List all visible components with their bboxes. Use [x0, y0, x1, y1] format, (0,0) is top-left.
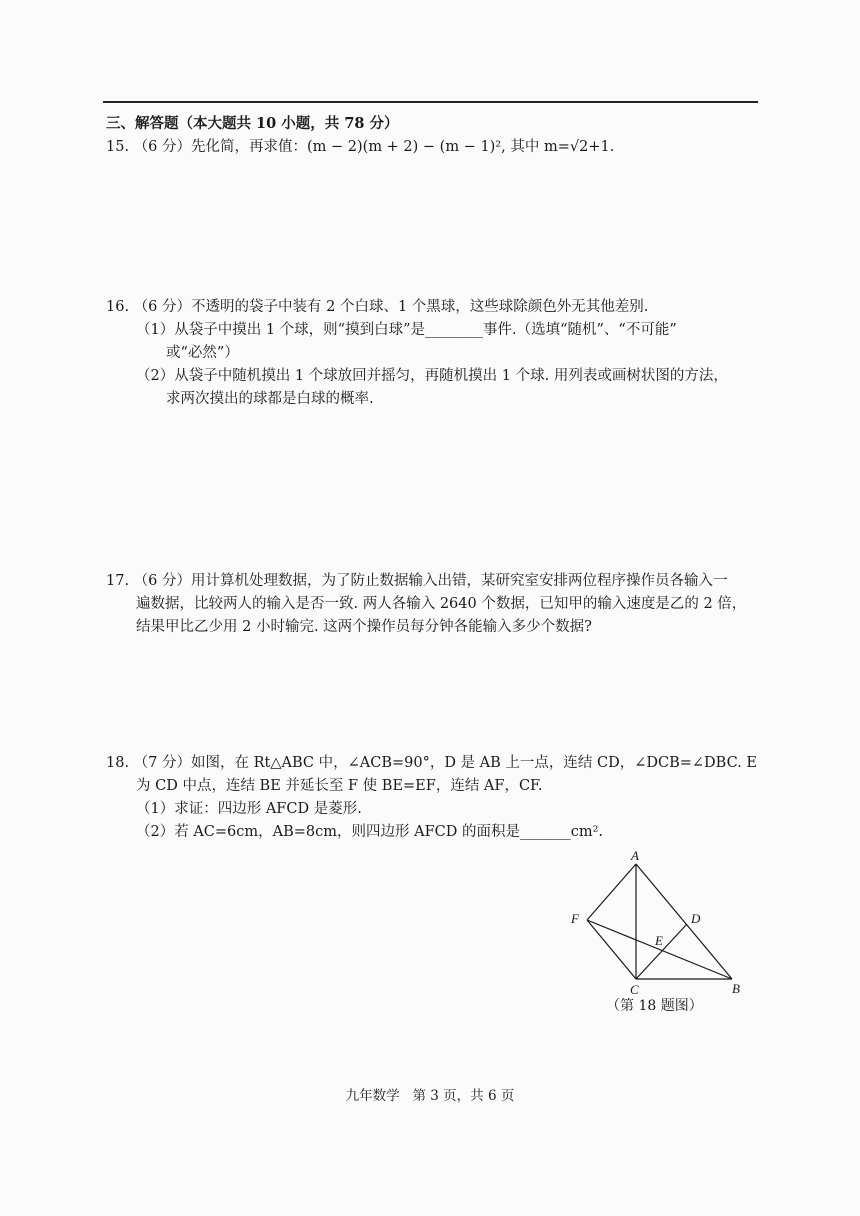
question-16-part2-cont: 求两次摸出的球都是白球的概率. — [166, 391, 374, 407]
label-B: B — [732, 981, 740, 996]
label-E: E — [655, 933, 663, 948]
label-D: D — [691, 911, 701, 926]
segment-FC — [587, 920, 636, 979]
question-15: 15. （6 分）先化简，再求值：(m − 2)(m + 2) − (m − 1)², 其中 m=√2+1. — [106, 139, 615, 155]
footer-page-number: 第 3 页，共 6 页 — [412, 1088, 515, 1104]
question-18-line2: 为 CD 中点，连结 BE 并延长至 F 使 BE=EF，连结 AF，CF. — [136, 778, 543, 794]
header-rule — [103, 101, 758, 103]
question-17-line1: 17. （6 分）用计算机处理数据，为了防止数据输入出错，某研究室安排两位程序操作员各输入一 — [106, 573, 728, 589]
question-16-stem: 16. （6 分）不透明的袋子中装有 2 个白球、1 个黑球，这些球除颜色外无其他差别. — [106, 299, 649, 315]
segment-AB — [636, 864, 732, 979]
question-18-line1: 18. （7 分）如图，在 Rt△ABC 中，∠ACB=90°，D 是 AB 上一点，连结 CD，∠DCB=∠DBC. E — [106, 755, 757, 771]
label-C: C — [630, 982, 639, 997]
section-heading: 三、解答题（本大题共 10 小题，共 78 分） — [106, 115, 399, 132]
segment-AF — [587, 864, 636, 920]
question-17-line3: 结果甲比乙少用 2 小时输完. 这两个操作员每分钟各能输入多少个数据? — [136, 619, 592, 635]
question-18-part2: （2）若 AC=6cm，AB=8cm，则四边形 AFCD 的面积是_______cm². — [136, 824, 604, 840]
question-16-part2: （2）从袋子中随机摸出 1 个球放回并摇匀，再随机摸出 1 个球. 用列表或画树状图的方法， — [136, 368, 728, 384]
label-F: F — [571, 911, 579, 926]
figure-caption: （第 18 题图） — [606, 998, 703, 1014]
footer-subject: 九年数学 — [345, 1088, 400, 1104]
label-A: A — [631, 848, 639, 863]
question-18-part1: （1）求证：四边形 AFCD 是菱形. — [136, 801, 362, 817]
question-17-line2: 遍数据，比较两人的输入是否一致. 两人各输入 2640 个数据，已知甲的输入速度是乙的 2 倍， — [136, 596, 747, 612]
question-16-part1-cont: 或“必然”） — [166, 345, 239, 361]
segment-FB — [587, 920, 732, 979]
page-footer — [0, 1084, 860, 1104]
geometry-figure — [560, 848, 760, 1018]
question-16-part1: （1）从袋子中摸出 1 个球，则“摸到白球”是________事件.（选填“随机”、“不可能” — [136, 322, 677, 338]
